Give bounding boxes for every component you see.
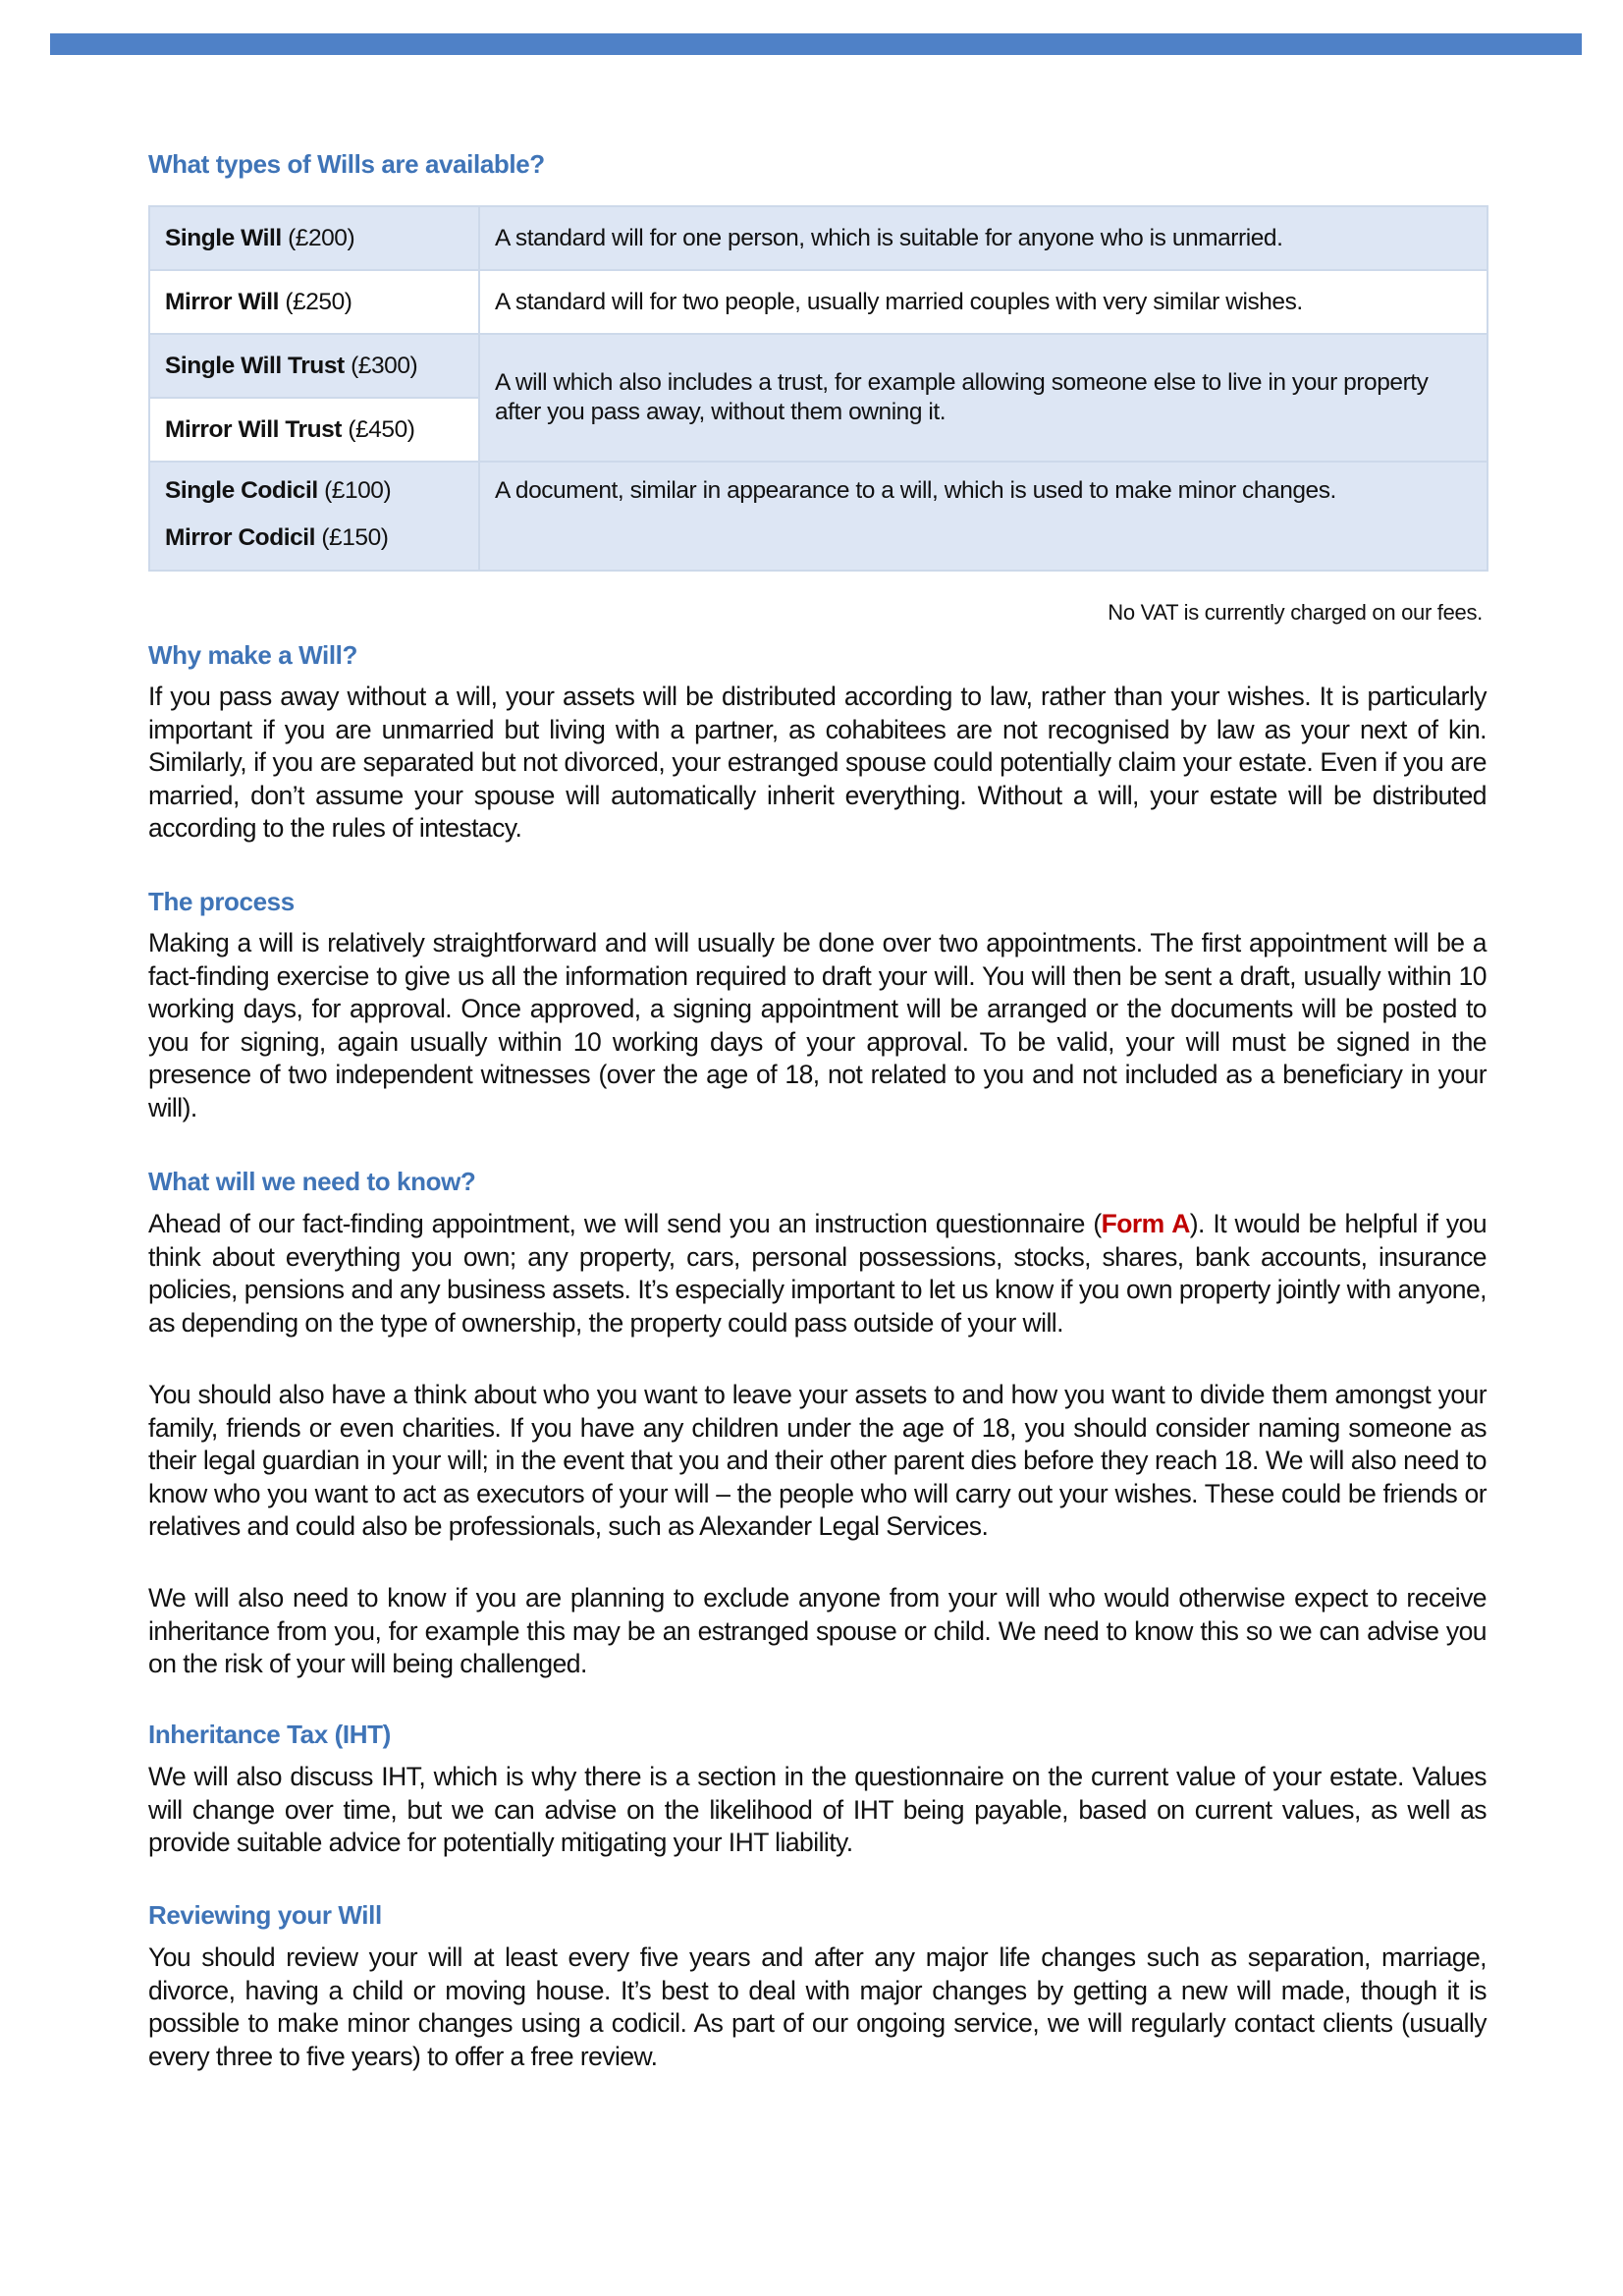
will-type-name: Mirror Codicil bbox=[165, 524, 315, 551]
table-row bbox=[149, 462, 1488, 571]
will-type-price: (£150) bbox=[321, 524, 389, 551]
will-type-cell bbox=[149, 270, 479, 334]
will-type-name: Mirror Will Trust bbox=[165, 415, 342, 443]
codicil-line bbox=[165, 476, 463, 506]
heading-will-types: What types of Wills are available? bbox=[148, 149, 545, 179]
header-accent-bar bbox=[50, 33, 1582, 55]
codicil-line bbox=[165, 523, 463, 553]
paragraph-inheritance-tax: We will also discuss IHT, which is why there is a section in the questionnaire on the current value of your estate. Values will change over time, but we can advise on the likelihood of IHT being payable, based on current values, as well as provide suitable advice for potentially mitigating your IHT liability. bbox=[148, 1762, 1487, 1857]
will-type-cell bbox=[149, 462, 479, 571]
will-type-description: A document, similar in appearance to a will, which is used to make minor changes. bbox=[479, 462, 1488, 571]
will-type-price: (£200) bbox=[288, 224, 355, 251]
paragraph-need-to-know-1 bbox=[148, 1208, 1487, 1339]
will-type-price: (£250) bbox=[285, 288, 352, 315]
paragraph-why-will: If you pass away without a will, your assets will be distributed according to law, rather than your wishes. It is particularly important if you are unmarried but living with a partner, as cohabitees are not recognised by law as your next of kin. Similarly, if you are separated but not divorced, your estranged spouse could potentially claim your estate. Even if you are married, don’t assume your spouse will automatically inherit everything. Without a will, your estate will be distributed according to the rules of intestacy. bbox=[148, 682, 1487, 843]
will-type-name: Single Will Trust bbox=[165, 352, 345, 379]
will-type-price: (£100) bbox=[324, 477, 392, 504]
will-types-table bbox=[148, 205, 1488, 572]
heading-process: The process bbox=[148, 887, 295, 916]
table-row bbox=[149, 206, 1488, 270]
will-type-cell bbox=[149, 334, 479, 398]
paragraph-reviewing-will: You should review your will at least every five years and after any major life changes such as separation, marriage, divorce, having a child or moving house. It’s best to deal with major changes by getting a new will made, though it is possible to make minor changes using a codicil. As part of our ongoing service, we will regularly contact clients (usually every three to five years) to offer a free review. bbox=[148, 1942, 1487, 2071]
heading-why-will: Why make a Will? bbox=[148, 640, 357, 670]
will-type-name: Single Will bbox=[165, 224, 282, 251]
heading-reviewing-will: Reviewing your Will bbox=[148, 1900, 382, 1930]
form-a-reference[interactable]: Form A bbox=[1101, 1209, 1190, 1238]
text-span: Ahead of our fact-finding appointment, we will send you an instruction questionnaire ( bbox=[148, 1209, 1102, 1238]
will-type-name: Single Codicil bbox=[165, 477, 318, 504]
paragraph-need-to-know-2: You should also have a think about who you want to leave your assets to and how you want to divide them amongst your family, friends or even charities. If you have any children under the age of 18, you should consider naming someone as their legal guardian in your will; in the event that you and their other parent dies before they reach 18. We will also need to know who you want to act as executors of your will – the people who will carry out your wishes. These could be friends or relatives and could also be professionals, such as Alexander Legal Services. bbox=[148, 1380, 1487, 1541]
paragraph-need-to-know-3: We will also need to know if you are planning to exclude anyone from your will who would otherwise expect to receive inheritance from you, for example this may be an estranged spouse or child. We need to know this so we can advise you on the risk of your will being challenged. bbox=[148, 1583, 1487, 1678]
heading-inheritance-tax: Inheritance Tax (IHT) bbox=[148, 1720, 391, 1749]
will-type-cell bbox=[149, 398, 479, 462]
vat-note: No VAT is currently charged on our fees. bbox=[1108, 600, 1483, 625]
will-type-price: (£450) bbox=[348, 415, 415, 443]
will-type-name: Mirror Will bbox=[165, 288, 279, 315]
text-span: ). It would be helpful if you think about everything you own; any property, cars, personal possessions, stocks, shares, bank accounts, insurance policies, pensions and any business assets. It’s especially important to let us know if you own property jointly with anyone, as depending on the type of ownership, the property could pass outside of your will. bbox=[148, 1209, 1488, 1338]
will-type-cell bbox=[149, 206, 479, 270]
heading-need-to-know: What will we need to know? bbox=[148, 1167, 476, 1196]
will-type-description: A standard will for one person, which is suitable for anyone who is unmarried. bbox=[479, 206, 1488, 270]
will-type-description: A will which also includes a trust, for example allowing someone else to live in your property after you pass away, without them owning it. bbox=[479, 334, 1488, 462]
will-type-description: A standard will for two people, usually married couples with very similar wishes. bbox=[479, 270, 1488, 334]
table-row bbox=[149, 334, 1488, 398]
paragraph-process: Making a will is relatively straightforward and will usually be done over two appointments. The first appointment will be a fact-finding exercise to give us all the information required to draft your will. You will then be sent a draft, usually within 10 working days, for approval. Once approved, a signing appointment will be arranged or the documents will be posted to you for signing, again usually within 10 working days of your approval. To be valid, your will must be signed in the presence of two independent witnesses (over the age of 18, not related to you and not included as a beneficiary in your will). bbox=[148, 928, 1487, 1122]
table-row bbox=[149, 270, 1488, 334]
will-type-price: (£300) bbox=[351, 352, 418, 379]
